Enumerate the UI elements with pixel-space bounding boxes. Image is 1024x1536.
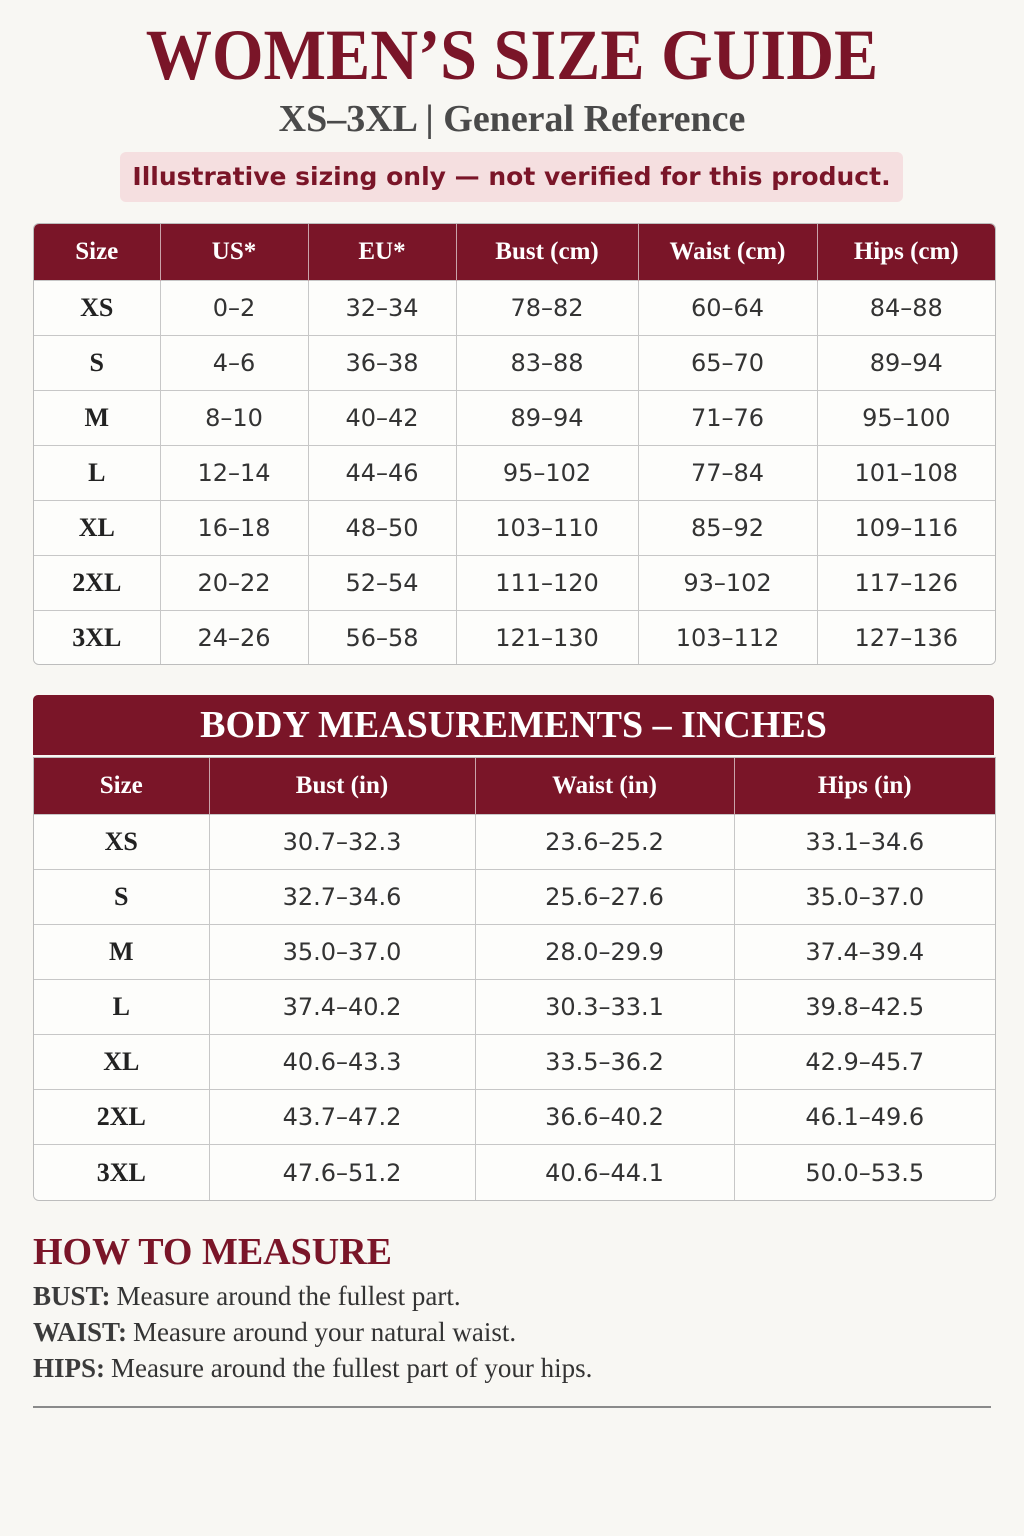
cm-value-cell: 48–50 — [308, 500, 456, 555]
measure-text: Measure around the fullest part of your hips. — [111, 1353, 593, 1383]
cm-value-cell: 65–70 — [638, 335, 817, 390]
cm-value-cell: 103–110 — [456, 500, 638, 555]
inch-size-cell: 3XL — [34, 1145, 209, 1200]
inch-value-cell: 33.1–34.6 — [734, 814, 995, 869]
cm-size-cell: M — [34, 390, 160, 445]
cm-value-cell: 32–34 — [308, 280, 456, 335]
cm-size-cell: S — [34, 335, 160, 390]
inch-value-cell: 30.7–32.3 — [209, 814, 475, 869]
inch-value-cell: 42.9–45.7 — [734, 1035, 995, 1090]
measure-label: HIPS: — [33, 1353, 106, 1383]
cm-value-cell: 77–84 — [638, 445, 817, 500]
cm-value-cell: 60–64 — [638, 280, 817, 335]
inch-size-cell: L — [34, 979, 209, 1034]
cm-value-cell: 44–46 — [308, 445, 456, 500]
measure-text: Measure around your natural waist. — [133, 1317, 517, 1347]
cm-value-cell: 101–108 — [817, 445, 995, 500]
cm-value-cell: 12–14 — [160, 445, 308, 500]
inch-col-header-size: Size — [34, 758, 209, 814]
inch-value-cell: 40.6–44.1 — [475, 1145, 734, 1200]
cm-value-cell: 121–130 — [456, 610, 638, 665]
inch-col-header-bust: Bust (in) — [209, 758, 475, 814]
cm-value-cell: 103–112 — [638, 610, 817, 665]
inch-value-cell: 35.0–37.0 — [734, 869, 995, 924]
how-to-measure-title: HOW TO MEASURE — [33, 1231, 392, 1273]
cm-size-cell: XS — [34, 280, 160, 335]
cm-col-header-size: Size — [34, 224, 160, 280]
inch-table-row — [34, 1090, 995, 1145]
inch-table-row — [34, 814, 995, 869]
cm-value-cell: 84–88 — [817, 280, 995, 335]
cm-value-cell: 109–116 — [817, 500, 995, 555]
cm-table-row — [34, 610, 995, 665]
footer-divider — [33, 1406, 991, 1408]
cm-value-cell: 4–6 — [160, 335, 308, 390]
cm-value-cell: 16–18 — [160, 500, 308, 555]
inch-value-cell: 30.3–33.1 — [475, 979, 734, 1034]
inch-value-cell: 33.5–36.2 — [475, 1035, 734, 1090]
cm-value-cell: 20–22 — [160, 555, 308, 610]
inch-size-table — [33, 757, 996, 1201]
inch-value-cell: 43.7–47.2 — [209, 1090, 475, 1145]
inch-table-row — [34, 924, 995, 979]
cm-value-cell: 83–88 — [456, 335, 638, 390]
cm-value-cell: 56–58 — [308, 610, 456, 665]
cm-col-header-waist: Waist (cm) — [638, 224, 817, 280]
cm-table-row — [34, 555, 995, 610]
cm-col-header-us: US* — [160, 224, 308, 280]
inch-value-cell: 39.8–42.5 — [734, 979, 995, 1034]
cm-value-cell: 95–102 — [456, 445, 638, 500]
cm-value-cell: 0–2 — [160, 280, 308, 335]
measure-item-waist — [33, 1316, 516, 1348]
inch-size-cell: M — [34, 924, 209, 979]
cm-table-row — [34, 280, 995, 335]
cm-value-cell: 85–92 — [638, 500, 817, 555]
inch-value-cell: 23.6–25.2 — [475, 814, 734, 869]
inch-table-header-row — [34, 758, 995, 814]
inch-col-header-hips: Hips (in) — [734, 758, 995, 814]
cm-value-cell: 71–76 — [638, 390, 817, 445]
cm-table-row — [34, 500, 995, 555]
inch-table-row — [34, 1035, 995, 1090]
cm-value-cell: 89–94 — [456, 390, 638, 445]
inch-col-header-waist: Waist (in) — [475, 758, 734, 814]
inch-value-cell: 40.6–43.3 — [209, 1035, 475, 1090]
inch-value-cell: 36.6–40.2 — [475, 1090, 734, 1145]
disclaimer-notice: Illustrative sizing only — not verified for this product. — [120, 152, 903, 202]
cm-size-cell: L — [34, 445, 160, 500]
cm-size-cell: XL — [34, 500, 160, 555]
cm-value-cell: 127–136 — [817, 610, 995, 665]
cm-value-cell: 78–82 — [456, 280, 638, 335]
inch-table-row — [34, 1145, 995, 1200]
cm-value-cell: 40–42 — [308, 390, 456, 445]
measure-label: WAIST: — [33, 1317, 128, 1347]
page-title: WOMEN’S SIZE GUIDE — [145, 15, 879, 95]
inches-section-heading: BODY MEASUREMENTS – INCHES — [33, 695, 994, 755]
inch-value-cell: 25.6–27.6 — [475, 869, 734, 924]
cm-col-header-hips: Hips (cm) — [817, 224, 995, 280]
cm-table-row — [34, 390, 995, 445]
cm-value-cell: 111–120 — [456, 555, 638, 610]
cm-table-row — [34, 445, 995, 500]
page-subtitle: XS–3XL | General Reference — [278, 98, 746, 140]
cm-table-row — [34, 335, 995, 390]
measure-label: BUST: — [33, 1281, 111, 1311]
inch-value-cell: 37.4–40.2 — [209, 979, 475, 1034]
cm-value-cell: 8–10 — [160, 390, 308, 445]
cm-value-cell: 89–94 — [817, 335, 995, 390]
measure-item-hips — [33, 1352, 592, 1384]
inch-value-cell: 47.6–51.2 — [209, 1145, 475, 1200]
cm-table-header-row — [34, 224, 995, 280]
cm-size-table — [33, 223, 996, 665]
cm-col-header-bust: Bust (cm) — [456, 224, 638, 280]
cm-value-cell: 93–102 — [638, 555, 817, 610]
inch-value-cell: 50.0–53.5 — [734, 1145, 995, 1200]
cm-value-cell: 36–38 — [308, 335, 456, 390]
inch-value-cell: 32.7–34.6 — [209, 869, 475, 924]
inch-value-cell: 35.0–37.0 — [209, 924, 475, 979]
inch-table-row — [34, 869, 995, 924]
measure-item-bust — [33, 1280, 461, 1312]
cm-size-cell: 3XL — [34, 610, 160, 665]
cm-col-header-eu: EU* — [308, 224, 456, 280]
inch-table-row — [34, 979, 995, 1034]
inch-value-cell: 46.1–49.6 — [734, 1090, 995, 1145]
inch-size-cell: 2XL — [34, 1090, 209, 1145]
inch-value-cell: 37.4–39.4 — [734, 924, 995, 979]
cm-size-cell: 2XL — [34, 555, 160, 610]
cm-value-cell: 24–26 — [160, 610, 308, 665]
inch-size-cell: XS — [34, 814, 209, 869]
inch-size-cell: S — [34, 869, 209, 924]
inch-value-cell: 28.0–29.9 — [475, 924, 734, 979]
cm-value-cell: 52–54 — [308, 555, 456, 610]
cm-value-cell: 117–126 — [817, 555, 995, 610]
cm-value-cell: 95–100 — [817, 390, 995, 445]
inch-size-cell: XL — [34, 1035, 209, 1090]
measure-text: Measure around the fullest part. — [116, 1281, 461, 1311]
